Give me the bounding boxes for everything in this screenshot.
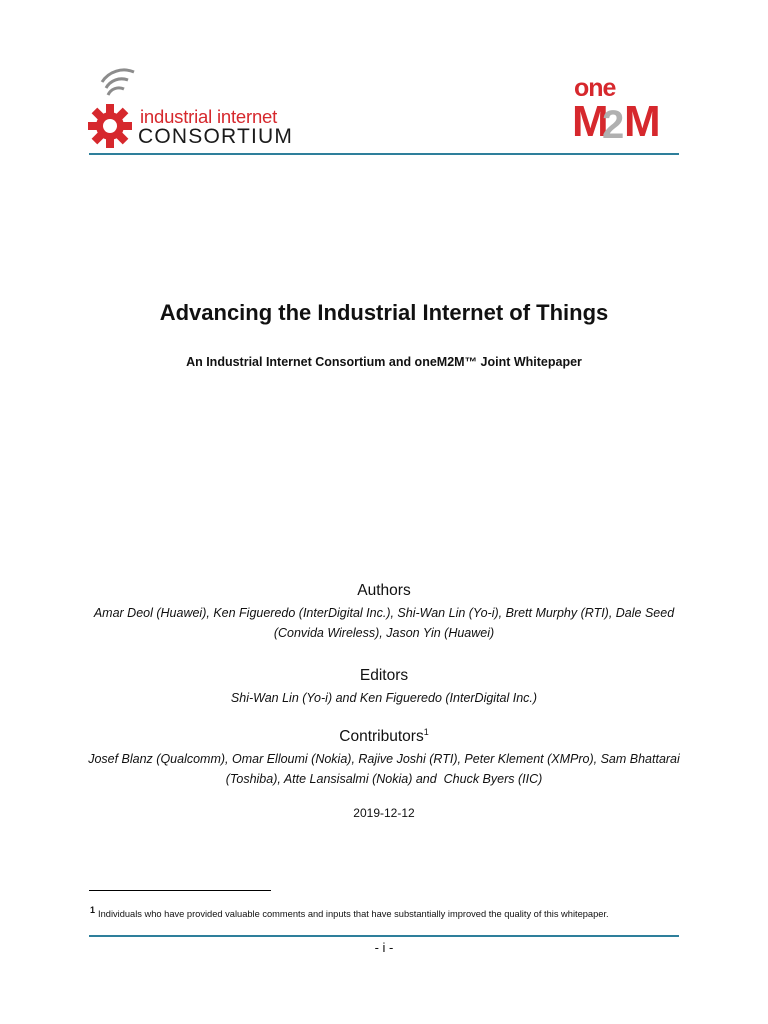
editors-list: [86, 688, 682, 708]
footnote-separator: [89, 890, 271, 891]
editors-heading: Editors: [359, 667, 409, 684]
authors-list: [86, 603, 682, 643]
svg-text:M: M: [572, 98, 606, 142]
contributors-list: [86, 749, 682, 789]
footnote: [90, 904, 690, 919]
m2m-mark-icon: [572, 98, 670, 142]
editors-line-1: Shi-Wan Lin (Yo-i) and Ken Figueredo (InterDigital Inc.): [230, 691, 538, 705]
footnote-text: Individuals who have provided valuable comments and inputs that have substantially improved the quality of this whitepaper.: [98, 909, 609, 919]
contributors-heading: [0, 728, 768, 746]
gear-wireless-icon: [88, 68, 144, 152]
contributors-line-2: (Toshiba), Atte Lansisalmi (Nokia) and Chuck Byers (IIC): [225, 772, 543, 786]
svg-text:M: M: [624, 98, 658, 142]
iic-logo-line1: industrial internet: [140, 106, 278, 127]
onem2m-logo-one: one: [574, 74, 616, 102]
onem2m-logo: [572, 74, 670, 142]
document-subtitle: An Industrial Internet Consortium and oneM2M™ Joint Whitepaper: [186, 355, 582, 369]
footer-divider: [89, 935, 679, 937]
svg-text:2: 2: [602, 103, 625, 142]
authors-line-1: Amar Deol (Huawei), Ken Figueredo (InterDigital Inc.), Shi-Wan Lin (Yo-i), Brett Murphy (RTI), Dale Seed: [93, 606, 675, 620]
publication-date: 2019-12-12: [353, 806, 415, 820]
contributors-line-1: Josef Blanz (Qualcomm), Omar Elloumi (Nokia), Rajive Joshi (RTI), Peter Klement (XMPro), Sam Bhattarai: [88, 752, 680, 766]
iic-logo: [88, 68, 294, 152]
authors-heading: Authors: [357, 582, 411, 599]
document-title: Advancing the Industrial Internet of Things: [159, 300, 609, 325]
footnote-number: 1: [90, 904, 96, 915]
contributors-heading-text: Contributors: [339, 728, 424, 745]
page-number: - i -: [374, 940, 394, 955]
contributors-footnote-ref[interactable]: 1: [423, 726, 429, 737]
header-divider: [89, 153, 679, 155]
iic-logo-line2: CONSORTIUM: [138, 125, 294, 148]
authors-line-2: (Convida Wireless), Jason Yin (Huawei): [273, 626, 495, 640]
